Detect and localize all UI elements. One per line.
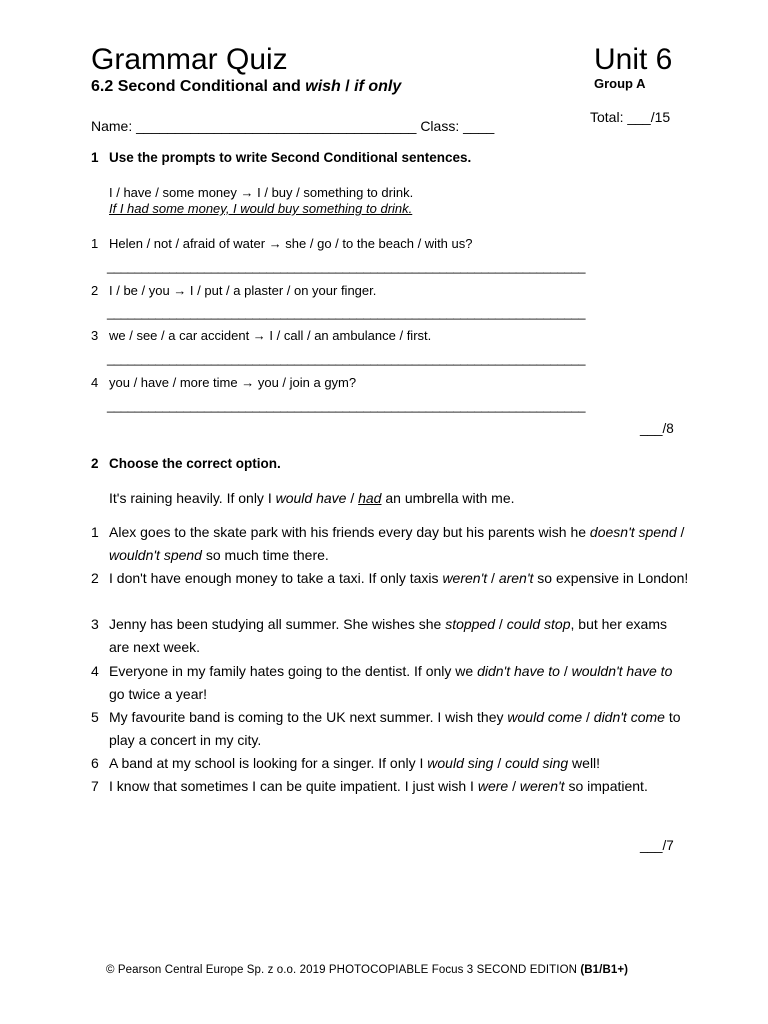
option-separator: / bbox=[487, 570, 499, 586]
exercise-2-number: 2 bbox=[91, 456, 99, 471]
subtitle-separator: / bbox=[340, 78, 355, 95]
item-number: 2 bbox=[91, 283, 99, 298]
item-text-end: well! bbox=[568, 755, 601, 771]
example-option-a: would have bbox=[275, 490, 347, 506]
item-text: Alex goes to the skate park with his friends every day but his parents wish he bbox=[109, 524, 590, 540]
page-subtitle bbox=[91, 77, 401, 97]
exercise-2-item-7 bbox=[91, 775, 691, 798]
option-b[interactable]: wouldn't have to bbox=[571, 663, 673, 679]
example-separator: / bbox=[346, 490, 359, 506]
item-text-end: go twice a year! bbox=[109, 686, 208, 702]
exercise-1-number: 1 bbox=[91, 150, 99, 165]
unit-label: Unit 6 bbox=[594, 43, 673, 76]
exercise-1-instruction: Use the prompts to write Second Conditional sentences. bbox=[109, 150, 472, 165]
item-text-end: , but her exams are next week. bbox=[109, 616, 668, 655]
option-a[interactable]: stopped bbox=[445, 616, 496, 632]
option-b[interactable]: could sing bbox=[505, 755, 569, 771]
option-b[interactable]: could stop bbox=[506, 616, 571, 632]
option-b[interactable]: weren't bbox=[519, 778, 565, 794]
example-text-end: an umbrella with me. bbox=[381, 490, 515, 506]
option-a[interactable]: would sing bbox=[427, 755, 494, 771]
footer-text: © Pearson Central Europe Sp. z o.o. 2019 PHOTOCOPIABLE Focus 3 SECOND EDITION bbox=[106, 964, 581, 976]
option-b[interactable]: aren't bbox=[498, 570, 534, 586]
item-number: 1 bbox=[91, 236, 99, 251]
item-number: 7 bbox=[91, 778, 99, 794]
option-b[interactable]: wouldn't spend bbox=[109, 547, 202, 563]
exercise-1-item-1 bbox=[91, 236, 472, 251]
exercise-1-heading bbox=[91, 150, 471, 165]
item-text: I know that sometimes I can be quite impatient. I just wish I bbox=[109, 778, 478, 794]
example-option-b: had bbox=[358, 490, 382, 506]
item-number: 4 bbox=[91, 375, 99, 390]
item-text-end: so much time there. bbox=[201, 547, 329, 563]
option-separator: / bbox=[582, 709, 594, 725]
answer-line[interactable]: _____________________________________________________________________ bbox=[107, 305, 586, 320]
option-separator: / bbox=[508, 778, 520, 794]
exercise-2-item-3 bbox=[91, 613, 691, 659]
exercise-2-item-6 bbox=[91, 752, 691, 775]
item-text-end: so expensive in London! bbox=[533, 570, 689, 586]
group-label: Group A bbox=[594, 76, 646, 91]
exercise-1-item-3 bbox=[91, 328, 431, 343]
example-answer-text: If I had some money, I would buy something to drink. bbox=[109, 201, 413, 216]
option-a[interactable]: weren't bbox=[442, 570, 488, 586]
answer-line[interactable]: _____________________________________________________________________ bbox=[107, 351, 586, 366]
option-a[interactable]: didn't have to bbox=[477, 663, 560, 679]
item-text: My favourite band is coming to the UK next summer. I wish they bbox=[109, 709, 508, 725]
subtitle-if-only: if only bbox=[354, 78, 402, 95]
item-prompt: we / see / a car accident → I / call / an ambulance / first. bbox=[109, 328, 432, 343]
exercise-2-item-2 bbox=[91, 567, 691, 590]
item-prompt: I / be / you → I / put / a plaster / on your finger. bbox=[109, 283, 377, 298]
option-separator: / bbox=[493, 755, 506, 771]
example-text: It's raining heavily. If only I bbox=[109, 490, 276, 506]
exercise-2-example bbox=[109, 490, 515, 506]
item-number: 5 bbox=[91, 709, 99, 725]
exercise-1-score: ___/8 bbox=[640, 421, 674, 436]
total-score: Total: ___/15 bbox=[590, 109, 671, 125]
footer-level: (B1/B1+) bbox=[580, 964, 629, 976]
exercise-1-item-2 bbox=[91, 283, 376, 298]
item-text: A band at my school is looking for a singer. If only I bbox=[109, 755, 428, 771]
exercise-2-instruction: Choose the correct option. bbox=[109, 456, 281, 471]
exercise-2-item-4 bbox=[91, 660, 691, 706]
option-separator: / bbox=[676, 524, 685, 540]
option-b[interactable]: didn't come bbox=[593, 709, 665, 725]
exercise-1-example-prompt: I / have / some money → I / buy / something to drink. bbox=[109, 185, 414, 200]
option-a[interactable]: would come bbox=[507, 709, 583, 725]
exercise-1-item-4 bbox=[91, 375, 356, 390]
item-number: 1 bbox=[91, 524, 99, 540]
item-number: 6 bbox=[91, 755, 99, 771]
subtitle-text: 6.2 Second Conditional and bbox=[91, 78, 306, 95]
item-prompt: you / have / more time → you / join a gym? bbox=[109, 375, 357, 390]
copyright-footer bbox=[106, 964, 628, 976]
exercise-1-example-answer bbox=[109, 201, 412, 217]
item-number: 3 bbox=[91, 328, 99, 343]
option-a[interactable]: were bbox=[477, 778, 509, 794]
item-text: Everyone in my family hates going to the dentist. If only we bbox=[109, 663, 478, 679]
subtitle-wish: wish bbox=[305, 78, 341, 95]
item-prompt: Helen / not / afraid of water → she / go / to the beach / with us? bbox=[109, 236, 473, 251]
option-separator: / bbox=[495, 616, 507, 632]
name-class-line: Name: ____________________________________ Class: ____ bbox=[91, 118, 495, 134]
option-a[interactable]: doesn't spend bbox=[589, 524, 677, 540]
item-number: 2 bbox=[91, 570, 99, 586]
item-text: I don't have enough money to take a taxi. If only taxis bbox=[109, 570, 443, 586]
page-title: Grammar Quiz bbox=[91, 43, 288, 76]
item-text-end: so impatient. bbox=[564, 778, 648, 794]
answer-line[interactable]: _____________________________________________________________________ bbox=[107, 259, 586, 274]
exercise-2-heading bbox=[91, 456, 281, 471]
item-text-end: to play a concert in my city. bbox=[109, 709, 681, 748]
item-text: Jenny has been studying all summer. She wishes she bbox=[109, 616, 446, 632]
exercise-2-item-5 bbox=[91, 706, 691, 752]
exercise-2-score: ___/7 bbox=[640, 838, 674, 853]
answer-line[interactable]: _____________________________________________________________________ bbox=[107, 398, 586, 413]
exercise-2-item-1 bbox=[91, 521, 691, 567]
option-separator: / bbox=[559, 663, 572, 679]
item-number: 4 bbox=[91, 663, 99, 679]
item-number: 3 bbox=[91, 616, 99, 632]
